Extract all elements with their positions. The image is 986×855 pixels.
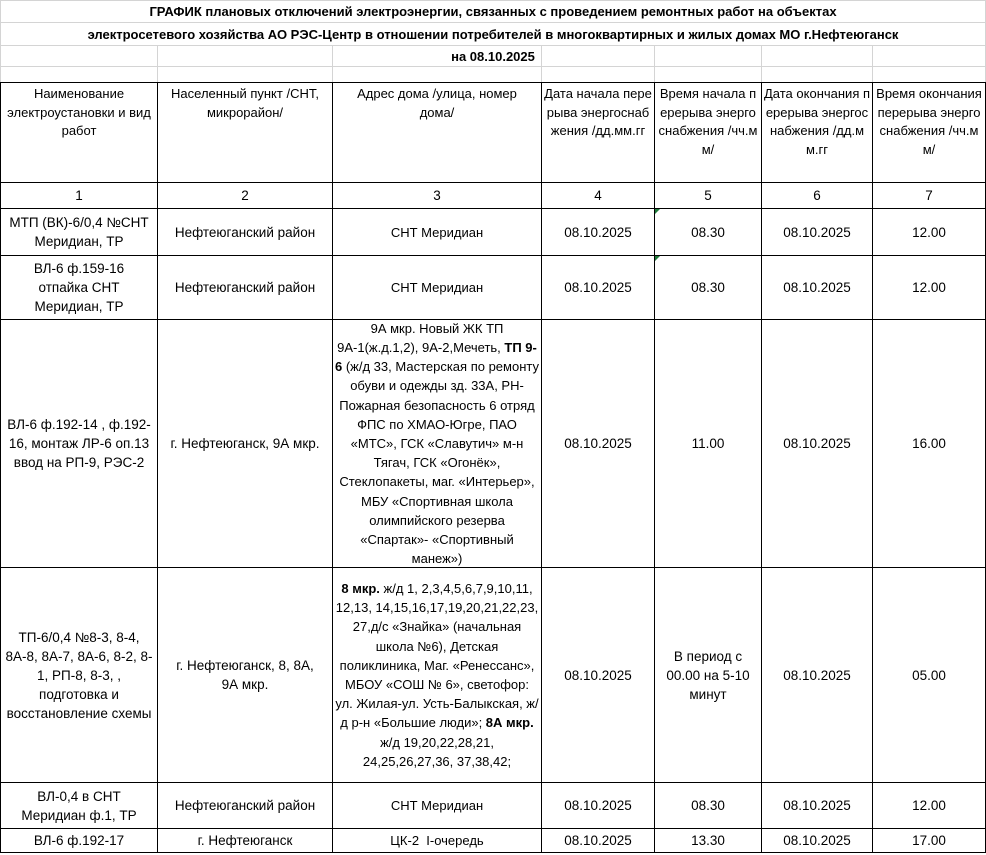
header-locality[interactable] [158, 83, 332, 182]
cell-end-time[interactable]: 12.00 [912, 224, 946, 240]
cell-end-date[interactable]: 08.10.2025 [783, 833, 851, 848]
cell-address[interactable]: СНТ Меридиан [390, 798, 484, 813]
cell-start-time[interactable]: 08.30 [691, 280, 725, 295]
cell-start-time[interactable]: 08.30 [691, 224, 725, 240]
cell-end-date[interactable]: 08.10.2025 [783, 224, 851, 240]
header-label: Время окончания перерыва энергоснабжения /чч.мм/ [876, 86, 982, 157]
cell-end-time[interactable]: 12.00 [912, 798, 946, 813]
cell-start-date[interactable]: 08.10.2025 [564, 798, 632, 813]
cell-end-time[interactable]: 12.00 [912, 280, 946, 295]
header-label: Время начала перерыва энергоснабжения /чч.мм/ [658, 86, 758, 157]
cell-locality[interactable]: Нефтеюганский район [174, 224, 316, 240]
col-number[interactable]: 7 [925, 188, 933, 203]
title-line-1: ГРАФИК плановых отключений электроэнергии, связанных с проведением ремонтных работ на объектах [149, 4, 837, 19]
cell-end-date[interactable]: 08.10.2025 [783, 667, 851, 683]
cell-locality[interactable]: г. Нефтеюганск [197, 833, 293, 848]
cell-start-time[interactable]: 13.30 [691, 833, 725, 848]
cell-start-time[interactable]: 11.00 [691, 436, 725, 451]
address-text: 9А мкр. Новый ЖК ТП 9А-1(ж.д.1,2), 9А-2,Мечеть, [337, 320, 505, 355]
header-label: Наименование электроустановки и вид работ [7, 86, 151, 138]
cell-start-date[interactable]: 08.10.2025 [564, 667, 632, 683]
header-end-date[interactable] [762, 83, 872, 182]
cell-start-date[interactable]: 08.10.2025 [564, 280, 632, 295]
address-bold: ТП 9-6 [335, 339, 537, 375]
title-line-2: электросетевого хозяйства АО РЭС-Центр в отношении потребителей в многоквартирных и жилых домах МО г.Нефтеюганск [87, 27, 899, 42]
cell-locality[interactable]: Нефтеюганский район [174, 798, 316, 813]
header-label: Дата начала перерыва энергоснабжения /дд.мм.гг [544, 86, 652, 138]
cell-equipment[interactable]: ВЛ-6 ф.192-17 [33, 833, 125, 848]
cell-end-time[interactable]: 17.00 [912, 833, 946, 848]
gridline [0, 0, 986, 1]
cell-end-time[interactable]: 16.00 [912, 436, 946, 451]
address-text: (ж/д 33, Мастерская по ремонту обуви и одежды зд. 33А, РН-Пожарная безопасность 6 отряд ФПС по ХМАО-Югре, ПАО «МТС», ГСК «Славутич» м-н Тягач, ГСК «Огонёк», Стеклопакеты, маг. «Интерьер», МБУ «Спортивная школа олимпийского резерва «Спартак»- «Спортивный манеж») [339, 359, 539, 567]
address-bold: 8 мкр. [341, 580, 380, 596]
cell-locality[interactable]: г. Нефтеюганск, 8, 8А, 9А мкр. [176, 658, 314, 692]
header-start-time[interactable] [655, 83, 761, 182]
header-end-time[interactable] [873, 83, 985, 182]
header-address[interactable] [333, 83, 541, 182]
cell-locality[interactable]: Нефтеюганский район [174, 280, 316, 295]
col-number[interactable]: 2 [241, 188, 249, 203]
col-number[interactable]: 4 [594, 188, 602, 203]
cell-start-time[interactable]: В период с 00.00 на 5-10 минут [666, 648, 750, 702]
cell-equipment[interactable]: ТП-6/0,4 №8-3, 8-4, 8А-8, 8А-7, 8А-6, 8-2, 8-1, РП-8, 8-3, , подготовка и восстановление схемы [5, 629, 153, 721]
address-text: ж/д 1, 2,3,4,5,6,7,9,10,11, 12,13, 14,15,16,17,19,20,21,22,23, 27,д/с «Знайка» (начальная школа №6), Детская поликлиника, Маг. «Ренессанс», МБОУ «СОШ № 6», светофор: ул. Жилая-ул. Усть-Балыкская, ж/д р-н «Большие люди»; [335, 580, 539, 731]
cell-equipment[interactable]: ВЛ-0,4 в СНТ Меридиан ф.1, ТР [21, 788, 137, 823]
gridline [0, 45, 986, 46]
cell-address[interactable] [333, 320, 541, 567]
cell-end-date[interactable]: 08.10.2025 [783, 280, 851, 295]
col-number[interactable]: 1 [75, 188, 83, 203]
cell-start-date[interactable]: 08.10.2025 [564, 224, 632, 240]
comment-indicator-icon [655, 256, 660, 261]
header-start-date[interactable] [542, 83, 654, 182]
title-line-3: на 08.10.2025 [451, 49, 535, 64]
table-border [0, 852, 986, 853]
cell-address[interactable]: СНТ Меридиан [390, 224, 484, 240]
cell-address[interactable] [333, 568, 541, 782]
comment-indicator-icon [655, 209, 660, 214]
col-number[interactable]: 5 [704, 188, 712, 203]
cell-start-date[interactable]: 08.10.2025 [564, 436, 632, 451]
header-equipment[interactable] [1, 83, 157, 182]
header-label: Адрес дома /улица, номер дома/ [357, 86, 517, 120]
cell-end-date[interactable]: 08.10.2025 [783, 436, 851, 451]
cell-end-time[interactable]: 05.00 [912, 667, 946, 683]
cell-end-date[interactable]: 08.10.2025 [783, 798, 851, 813]
cell-address[interactable]: СНТ Меридиан [390, 280, 484, 295]
header-label: Дата окончания перерыва энергоснабжения /дд.мм.гг [764, 86, 871, 157]
header-label: Населенный пункт /СНТ, микрорайон/ [171, 86, 319, 120]
cell-address[interactable]: ЦК-2 I-очередь [390, 833, 484, 848]
col-number[interactable]: 3 [433, 188, 441, 203]
cell-equipment[interactable]: ВЛ-6 ф.192-14 , ф.192-16, монтаж ЛР-6 оп.13 ввод на РП-9, РЭС-2 [7, 417, 151, 470]
address-text: ж/д 19,20,22,28,21, 24,25,26,27,36, 37,38,42; [362, 734, 512, 769]
gridline [0, 66, 986, 67]
col-number[interactable]: 6 [813, 188, 821, 203]
cell-start-date[interactable]: 08.10.2025 [564, 833, 632, 848]
cell-equipment[interactable]: ВЛ-6 ф.159-16 отпайка СНТ Меридиан, ТР [33, 261, 125, 314]
cell-equipment[interactable]: МТП (ВК)-6/0,4 №СНТ Меридиан, ТР [9, 215, 149, 249]
cell-start-time[interactable]: 08.30 [691, 798, 725, 813]
gridline [0, 22, 986, 23]
address-bold: 8А мкр. [485, 715, 534, 731]
cell-locality[interactable]: г. Нефтеюганск, 9А мкр. [170, 436, 320, 451]
